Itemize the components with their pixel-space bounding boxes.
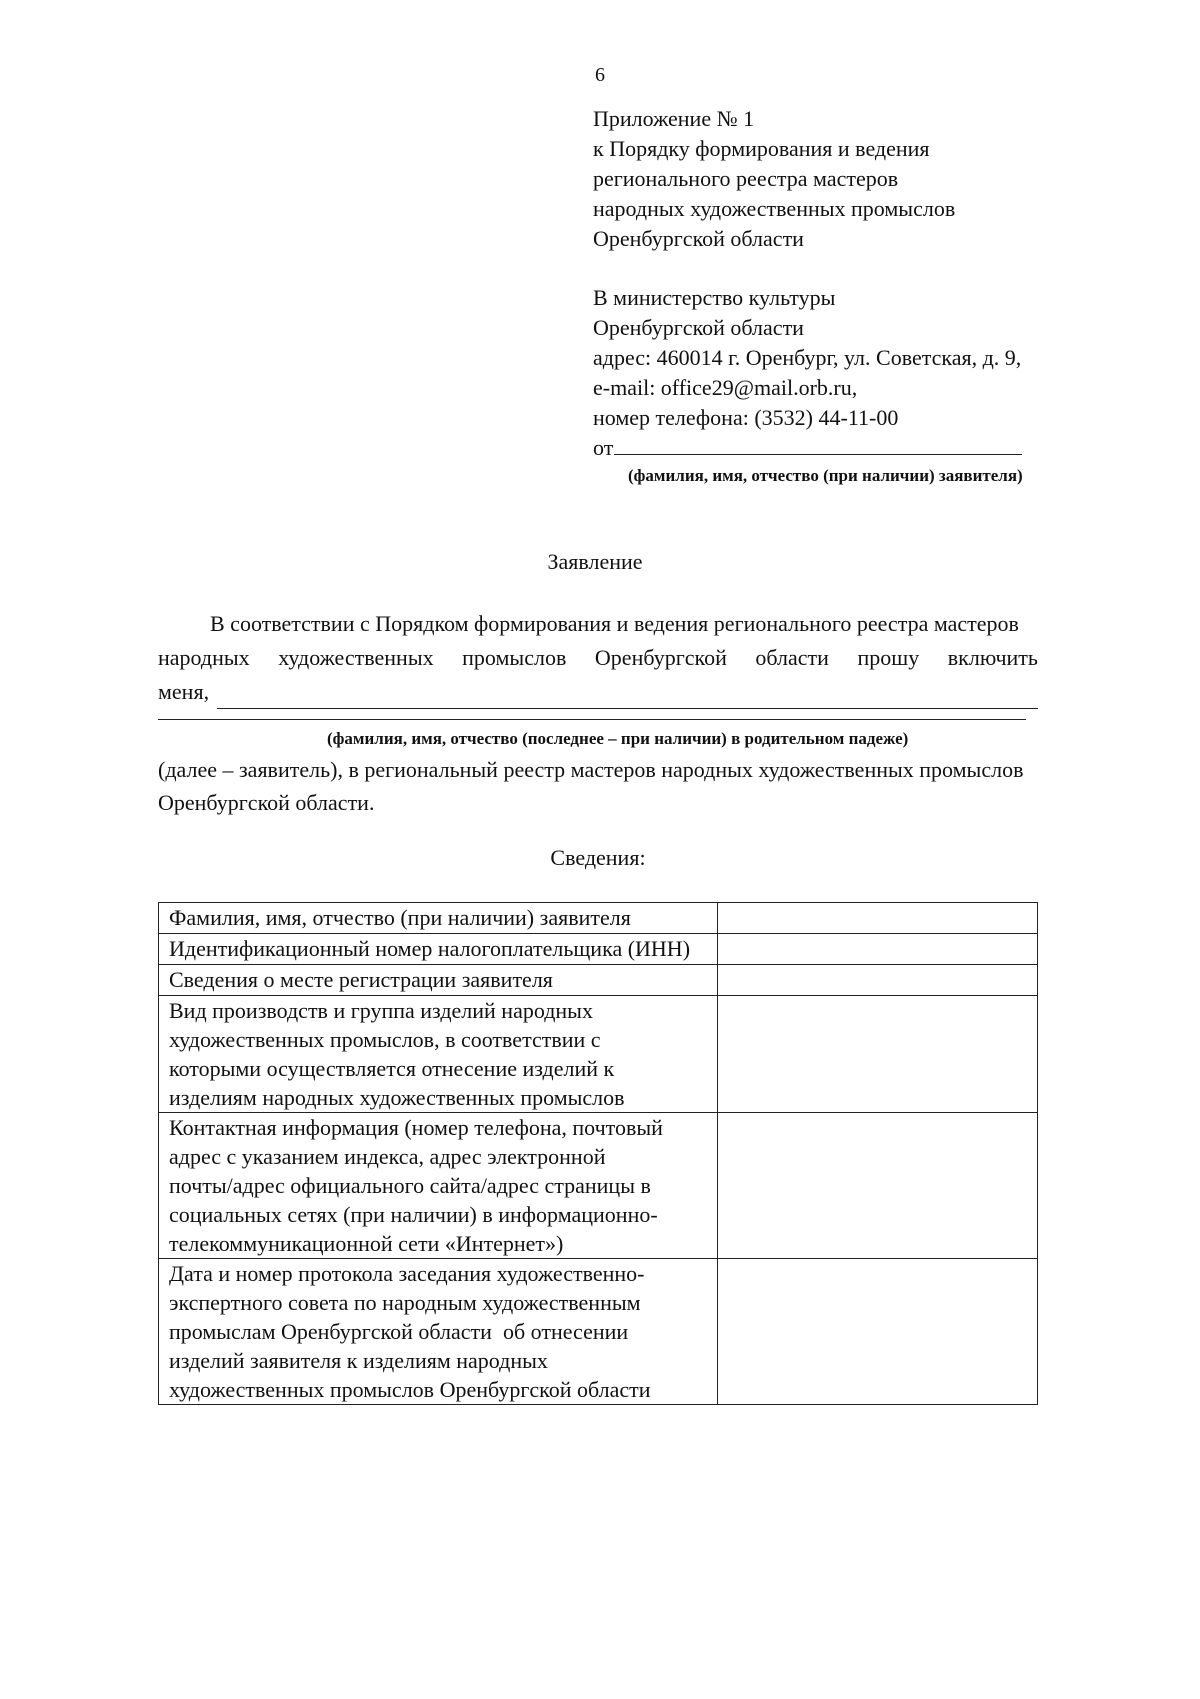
row-value-cell[interactable] [718, 934, 1038, 965]
word: промыслов [462, 645, 567, 670]
section-subtitle: Сведения: [550, 845, 646, 870]
application-paragraph [158, 607, 1038, 709]
label-line: художественных промыслов, в соответствии с [169, 1027, 601, 1052]
from-field[interactable] [593, 433, 1022, 463]
word: области [755, 645, 829, 670]
name-label: меня, [158, 679, 210, 704]
recipient-line: Оренбургской области [593, 315, 804, 340]
label-line: Дата и номер протокола заседания художественно- [169, 1261, 645, 1286]
row-value-cell[interactable] [718, 965, 1038, 996]
word: народных [158, 645, 250, 670]
paragraph-line: В соответствии с Порядком формирования и ведения регионального реестра мастеров [210, 611, 1019, 636]
table-row [159, 903, 1038, 934]
row-label [159, 1113, 718, 1259]
table-row [159, 996, 1038, 1113]
label-line: которыми осуществляется отнесение изделий к [169, 1056, 615, 1081]
label-line: изделий заявителя к изделиям народных [169, 1348, 548, 1373]
name-blank-line[interactable] [217, 686, 1038, 709]
recipient-address: адрес: 460014 г. Оренбург, ул. Советская, д. 9, [593, 345, 1022, 370]
label-line: телекоммуникационной сети «Интернет») [169, 1231, 564, 1256]
row-label [159, 1259, 718, 1405]
name-caption: (фамилия, имя, отчество (последнее – при наличии) в родительном падеже) [327, 729, 909, 748]
row-value-cell[interactable] [718, 1113, 1038, 1259]
appendix-line: народных художественных промыслов [593, 196, 956, 221]
recipient-block [593, 283, 1022, 463]
from-caption: (фамилия, имя, отчество (при наличии) заявителя) [628, 466, 1023, 485]
appendix-header [593, 104, 955, 254]
from-label: от [593, 435, 614, 460]
label-line: экспертного совета по народным художественным [169, 1290, 641, 1315]
row-label [159, 903, 718, 934]
name-field[interactable] [158, 675, 1038, 709]
label-line: художественных промыслов Оренбургской области [169, 1377, 651, 1402]
label-line: Сведения о месте регистрации заявителя [169, 967, 553, 992]
label-line: почты/адрес официального сайта/адрес страницы в [169, 1173, 651, 1198]
word: прошу [857, 645, 920, 670]
appendix-line: к Порядку формирования и ведения [593, 136, 930, 161]
label-line: Контактная информация (номер телефона, почтовый [169, 1115, 663, 1140]
applicant-paragraph [158, 753, 1048, 819]
row-value-cell[interactable] [718, 903, 1038, 934]
page-number: 6 [595, 64, 605, 86]
recipient-email: e-mail: office29@mail.orb.ru, [593, 375, 858, 400]
appendix-line: Оренбургской области [593, 226, 804, 251]
label-line: изделиям народных художественных промыслов [169, 1085, 625, 1110]
word: художественных [278, 645, 434, 670]
table-row [159, 1259, 1038, 1405]
row-label [159, 996, 718, 1113]
row-label [159, 934, 718, 965]
row-value-cell[interactable] [718, 1259, 1038, 1405]
recipient-phone: номер телефона: (3532) 44-11-00 [593, 405, 899, 430]
name-blank-line-2[interactable] [158, 719, 1026, 720]
label-line: социальных сетях (при наличии) в информационно- [169, 1202, 658, 1227]
row-value-cell[interactable] [718, 996, 1038, 1113]
word: включить [947, 645, 1038, 670]
label-line: Вид производств и группа изделий народных [169, 998, 593, 1023]
table-row [159, 965, 1038, 996]
appendix-line: регионального реестра мастеров [593, 166, 899, 191]
label-line: Фамилия, имя, отчество (при наличии) заявителя [169, 905, 631, 930]
document-title: Заявление [547, 549, 643, 574]
table-row [159, 934, 1038, 965]
paragraph-line-justified [158, 641, 1038, 675]
paragraph-line: (далее – заявитель), в региональный реестр мастеров народных художественных промыслов [158, 757, 1024, 782]
row-label [159, 965, 718, 996]
label-line: Идентификационный номер налогоплательщика (ИНН) [169, 936, 691, 961]
recipient-line: В министерство культуры [593, 285, 836, 310]
word: Оренбургской [594, 645, 727, 670]
table-row [159, 1113, 1038, 1259]
paragraph-line: Оренбургской области. [158, 790, 375, 815]
info-table [158, 902, 1038, 1405]
label-line: адрес с указанием индекса, адрес электронной [169, 1144, 606, 1169]
appendix-line: Приложение № 1 [593, 106, 755, 131]
label-line: промыслам Оренбургской области об отнесении [169, 1319, 629, 1344]
from-blank-line[interactable] [614, 436, 1022, 455]
